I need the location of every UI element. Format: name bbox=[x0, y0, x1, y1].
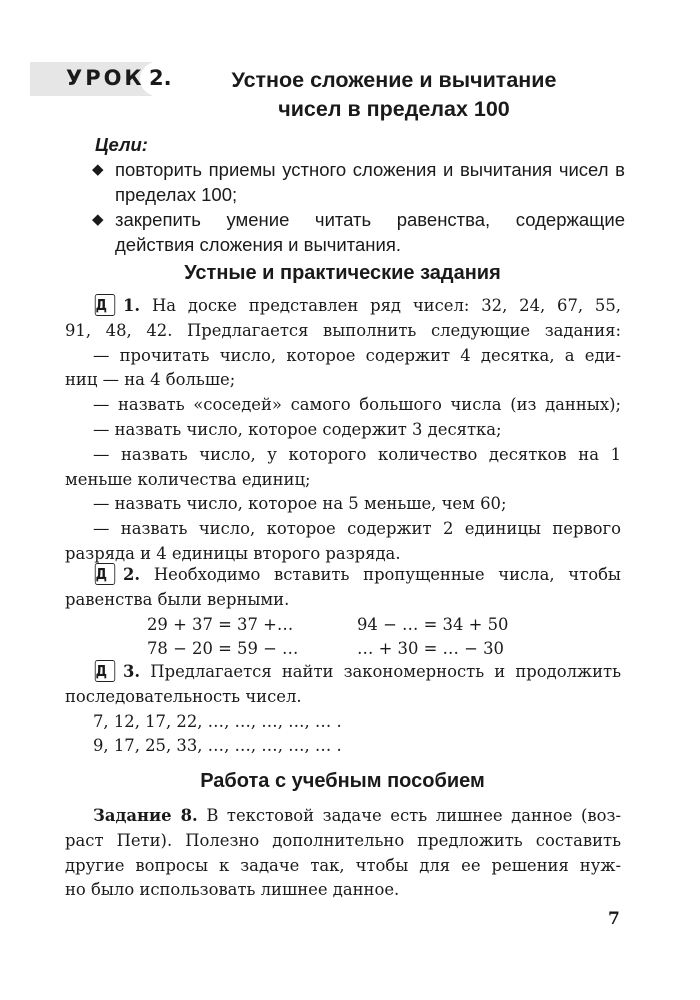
task-line: — прочитать число, которое содержит 4 десятка, а еди- bbox=[93, 345, 621, 365]
home-task-badge: Д bbox=[95, 660, 115, 682]
goal-text: повторить приемы устного сложения и вычитания чисел в пределах 100; bbox=[115, 159, 625, 205]
task-3 bbox=[65, 660, 621, 759]
task-line: раст Пети). Полезно дополнительно предложить составить bbox=[65, 830, 621, 850]
number-sequence: 9, 17, 25, 33, …, …, …, …, … . bbox=[93, 736, 342, 756]
task-line: равенства были верными. bbox=[65, 589, 290, 609]
task-2 bbox=[65, 563, 621, 662]
task-line: меньше количества единиц; bbox=[65, 469, 311, 489]
task-text: На доске представлен ряд чисел: 32, 24, 67, 55, bbox=[151, 296, 622, 315]
lesson-number: 2. bbox=[149, 66, 172, 90]
goal-item bbox=[92, 157, 625, 207]
task-line: 91, 48, 42. Предлагается выполнить следующие задания: bbox=[65, 320, 621, 340]
task-line: — назвать число, у которого количество десятков на 1 bbox=[93, 444, 621, 464]
task-text: В текстовой задаче есть лишнее данное (воз- bbox=[206, 806, 621, 825]
section-heading-textbook: Работа с учебным пособием bbox=[200, 770, 485, 792]
goal-item bbox=[92, 207, 625, 257]
task-number: 1. bbox=[123, 296, 141, 315]
goals-label: Цели: bbox=[95, 134, 148, 155]
task-line bbox=[65, 563, 621, 588]
task-label: Задание 8. bbox=[93, 806, 198, 825]
task-line: другие вопросы к задаче так, чтобы для ее решения нуж- bbox=[65, 855, 621, 875]
diamond-bullet-icon: ◆ bbox=[92, 161, 104, 178]
diamond-bullet-icon: ◆ bbox=[92, 211, 104, 228]
task-text: Предлагается найти закономерность и продолжить bbox=[150, 662, 621, 681]
equation: 94 − … = 34 + 50 bbox=[357, 614, 509, 634]
task-line: но было использовать лишнее данное. bbox=[65, 880, 400, 900]
section-heading-oral: Устные и практические задания bbox=[184, 262, 501, 284]
task-line bbox=[65, 804, 621, 829]
task-line: — назвать число, которое на 5 меньше, чем 60; bbox=[93, 494, 507, 514]
task-line: — назвать число, которое содержит 3 десятка; bbox=[93, 419, 502, 439]
lesson-title-line: чисел в пределах 100 bbox=[278, 97, 510, 121]
equation: 78 − 20 = 59 − … bbox=[147, 639, 299, 659]
equation: … + 30 = … − 30 bbox=[357, 639, 504, 659]
lesson-title bbox=[184, 66, 604, 124]
number-sequence: 7, 12, 17, 22, …, …, …, …, … . bbox=[93, 711, 342, 731]
task-line: разряда и 4 единицы второго разряда. bbox=[65, 543, 401, 563]
equation-row bbox=[65, 637, 621, 662]
task-line bbox=[65, 660, 621, 685]
home-task-badge: Д bbox=[95, 563, 115, 585]
goal-text: закрепить умение читать равенства, содержащие действия сложения и вычитания. bbox=[115, 209, 625, 255]
task-line bbox=[65, 294, 621, 319]
task-line: — назвать «соседей» самого большого числа (из данных); bbox=[93, 395, 621, 415]
goals-section bbox=[92, 132, 625, 257]
equation: 29 + 37 = 37 +… bbox=[147, 614, 294, 634]
task-number: 3. bbox=[123, 662, 141, 681]
task-line: последовательность чисел. bbox=[65, 686, 302, 706]
lesson-title-line: Устное сложение и вычитание bbox=[231, 68, 557, 92]
task-text: Необходимо вставить пропущенные числа, чтобы bbox=[153, 565, 621, 584]
home-task-badge: Д bbox=[95, 294, 115, 316]
task-textbook-8 bbox=[65, 804, 621, 903]
task-line: ниц — на 4 больше; bbox=[65, 370, 236, 390]
task-line: — назвать число, которое содержит 2 единицы первого bbox=[93, 519, 621, 539]
task-number: 2. bbox=[123, 565, 141, 584]
lesson-label: УРОК bbox=[66, 66, 145, 90]
equation-row bbox=[65, 613, 621, 638]
page-number: 7 bbox=[608, 909, 620, 929]
task-1 bbox=[65, 294, 621, 567]
